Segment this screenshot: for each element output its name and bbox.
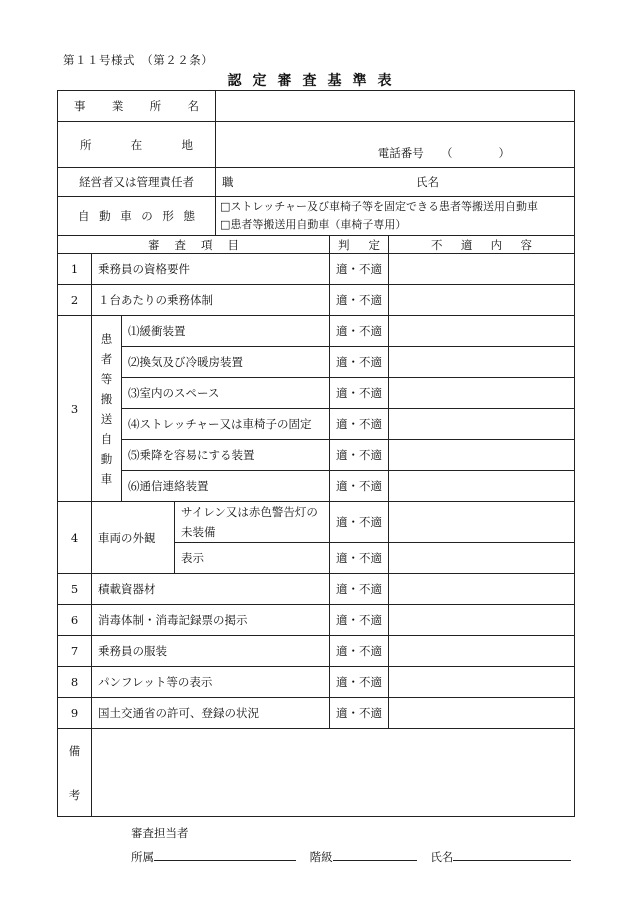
nonconformity-header: 不適内容 [389, 236, 575, 254]
manager-label: 経営者又は管理責任者 [58, 168, 216, 197]
item-label: １台あたりの乗務体制 [92, 285, 330, 316]
sub-item-label: ⑹通信連絡装置 [122, 471, 330, 502]
table-row [58, 574, 575, 605]
item-label: 積載資器材 [92, 574, 330, 605]
item-label: 消毒体制・消毒記録票の掲示 [92, 605, 330, 636]
nonconformity-cell[interactable] [389, 502, 575, 543]
vehicle-option-stretcher[interactable]: □ストレッチャー及び車椅子等を固定できる患者等搬送用自動車 [220, 200, 538, 213]
row-number: 3 [58, 316, 92, 502]
nonconformity-cell[interactable] [389, 574, 575, 605]
judgement-cell[interactable]: 適・不適 [330, 440, 389, 471]
table-row [58, 636, 575, 667]
table-row [58, 378, 575, 409]
nonconformity-cell[interactable] [389, 698, 575, 729]
nonconformity-cell[interactable] [389, 316, 575, 347]
nonconformity-cell[interactable] [389, 605, 575, 636]
vehicle-type-label: 自動車の形態 [58, 197, 216, 236]
judgement-header: 判定 [330, 236, 389, 254]
judgement-cell[interactable]: 適・不適 [330, 409, 389, 440]
judgement-cell[interactable]: 適・不適 [330, 254, 389, 285]
item-label: 乗務員の服装 [92, 636, 330, 667]
remarks-label: 備 考 [58, 729, 92, 817]
table-row [58, 471, 575, 502]
table-row [58, 605, 575, 636]
row-number: 7 [58, 636, 92, 667]
judgement-cell[interactable]: 適・不適 [330, 574, 389, 605]
item-label: 国土交通省の許可、登録の状況 [92, 698, 330, 729]
row-number: 6 [58, 605, 92, 636]
category-vertical-label: 患 者 等 搬 送 自 動 車 [92, 316, 122, 502]
sub-item-label: ⑷ストレッチャー又は車椅子の固定 [122, 409, 330, 440]
row-number: 4 [58, 502, 92, 574]
inspector-label: 審査担当者 [131, 826, 189, 840]
manager-name-label: 氏名 [416, 175, 439, 189]
sub-item-label: サイレン又は赤色警告灯の 未装備 [175, 502, 330, 543]
sub-item-label: ⑵換気及び冷暖房装置 [122, 347, 330, 378]
table-row [58, 316, 575, 347]
nonconformity-cell[interactable] [389, 254, 575, 285]
row-number: 5 [58, 574, 92, 605]
item-label: 乗務員の資格要件 [92, 254, 330, 285]
nonconformity-cell[interactable] [389, 347, 575, 378]
nonconformity-cell[interactable] [389, 667, 575, 698]
phone-label: 電話番号 （ ） [377, 146, 510, 160]
table-row [58, 440, 575, 471]
sub-item-label: ⑴緩衝装置 [122, 316, 330, 347]
judgement-cell[interactable]: 適・不適 [330, 285, 389, 316]
inspection-table [57, 235, 575, 817]
judgement-cell[interactable]: 適・不適 [330, 636, 389, 667]
table-row [58, 285, 575, 316]
affiliation-label: 所属 [131, 850, 154, 864]
row-number: 8 [58, 667, 92, 698]
affiliation-field[interactable] [154, 848, 296, 861]
judgement-cell[interactable]: 適・不適 [330, 667, 389, 698]
remarks-row [58, 729, 575, 817]
item-label: パンフレット等の表示 [92, 667, 330, 698]
row-number: 9 [58, 698, 92, 729]
location-field[interactable] [216, 122, 575, 168]
sub-item-label: ⑶室内のスペース [122, 378, 330, 409]
business-name-field[interactable] [216, 91, 575, 122]
table-row [58, 698, 575, 729]
row-number: 1 [58, 254, 92, 285]
position-label: 職 [222, 175, 234, 189]
table-row [58, 254, 575, 285]
table-row [58, 409, 575, 440]
table-row [58, 347, 575, 378]
judgement-cell[interactable]: 適・不適 [330, 605, 389, 636]
header-table [57, 90, 575, 236]
table-row [58, 667, 575, 698]
business-name-label: 事業所名 [58, 91, 216, 122]
table-row [58, 502, 575, 543]
rank-field[interactable] [333, 848, 417, 861]
vehicle-type-options [216, 197, 575, 236]
nonconformity-cell[interactable] [389, 471, 575, 502]
nonconformity-cell[interactable] [389, 543, 575, 574]
sub-item-label: 表示 [175, 543, 330, 574]
judgement-cell[interactable]: 適・不適 [330, 698, 389, 729]
nonconformity-cell[interactable] [389, 440, 575, 471]
row-number: 2 [58, 285, 92, 316]
category-label: 車両の外観 [92, 502, 175, 574]
inspector-signature-line [131, 848, 571, 865]
form-number: 第１１号様式 （第２２条） [63, 53, 214, 67]
judgement-cell[interactable]: 適・不適 [330, 378, 389, 409]
nonconformity-cell[interactable] [389, 378, 575, 409]
judgement-cell[interactable]: 適・不適 [330, 543, 389, 574]
judgement-cell[interactable]: 適・不適 [330, 347, 389, 378]
rank-label: 階級 [309, 850, 333, 864]
judgement-cell[interactable]: 適・不適 [330, 502, 389, 543]
inspector-name-label: 氏名 [430, 850, 454, 864]
items-header: 審査項目 [58, 236, 330, 254]
document-title: 認定審査基準表 [227, 73, 403, 89]
nonconformity-cell[interactable] [389, 409, 575, 440]
vehicle-option-wheelchair[interactable]: □患者等搬送用自動車（車椅子専用） [220, 218, 407, 231]
location-label: 所在地 [58, 122, 216, 168]
nonconformity-cell[interactable] [389, 285, 575, 316]
judgement-cell[interactable]: 適・不適 [330, 471, 389, 502]
nonconformity-cell[interactable] [389, 636, 575, 667]
remarks-field[interactable] [92, 729, 575, 817]
inspector-name-field[interactable] [453, 848, 571, 861]
judgement-cell[interactable]: 適・不適 [330, 316, 389, 347]
manager-field[interactable] [216, 168, 575, 197]
sub-item-label: ⑸乗降を容易にする装置 [122, 440, 330, 471]
